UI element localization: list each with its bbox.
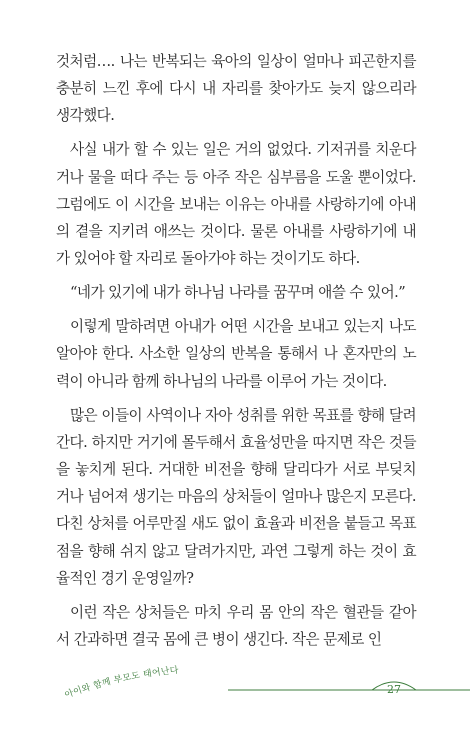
- book-title-footer: [63, 664, 179, 701]
- paragraph-5: 많은 이들이 사역이나 자아 성취를 위한 목표를 향해 달려간다. 하지만 거기에 몰두해서 효율성만을 따지면 작은 것들을 놓치게 된다. 거대한 비전을 향해 달리다가 서로 부딪치거나 넘어져 생기는 마음의 상처들이 얼마나 많은지 모른다. 다친 상처를 어루만질 새도 없이 효율과 비전을 붙들고 목표점을 향해 쉬지 않고 달려가지만, 과연 그렇게 하는 것이 효율적인 경기 운영일까?: [56, 406, 416, 587]
- body-text: [56, 48, 416, 660]
- paragraph-1: 것처럼…. 나는 반복되는 육아의 일상이 얼마나 피곤한지를 충분히 느낀 후에 다시 내 자리를 찾아가도 늦지 않으리라 생각했다.: [56, 53, 416, 125]
- paragraph-4: 이렇게 말하려면 아내가 어떤 시간을 보내고 있는지 나도 알아야 한다. 사소한 일상의 반복을 통해서 나 혼자만의 노력이 아니라 함께 하나님의 나라를 이루어 가는 것이다.: [56, 318, 416, 390]
- page-number-arc: [372, 682, 416, 690]
- paragraph-quote: “네가 있기에 내가 하나님 나라를 꿈꾸며 애쓸 수 있어.”: [70, 284, 406, 302]
- book-title-text: 아이와 함께 부모도 태어난다: [63, 665, 180, 701]
- page-number: 27: [387, 683, 401, 696]
- paragraph-2: 사실 내가 할 수 있는 일은 거의 없었다. 기저귀를 치운다거나 물을 떠다 주는 등 아주 작은 심부름을 도울 뿐이었다. 그럼에도 이 시간을 보내는 이유는 아내를 사랑하기에 아내의 곁을 지키려 애쓰는 것이다. 물론 아내를 사랑하기에 내가 있어야 할 자리로 돌아가야 하는 것이기도 하다.: [56, 141, 416, 268]
- paragraph-6: 이런 작은 상처들은 마치 우리 몸 안의 작은 혈관들 같아서 간과하면 결국 몸에 큰 병이 생긴다. 작은 문제로 인: [56, 603, 416, 649]
